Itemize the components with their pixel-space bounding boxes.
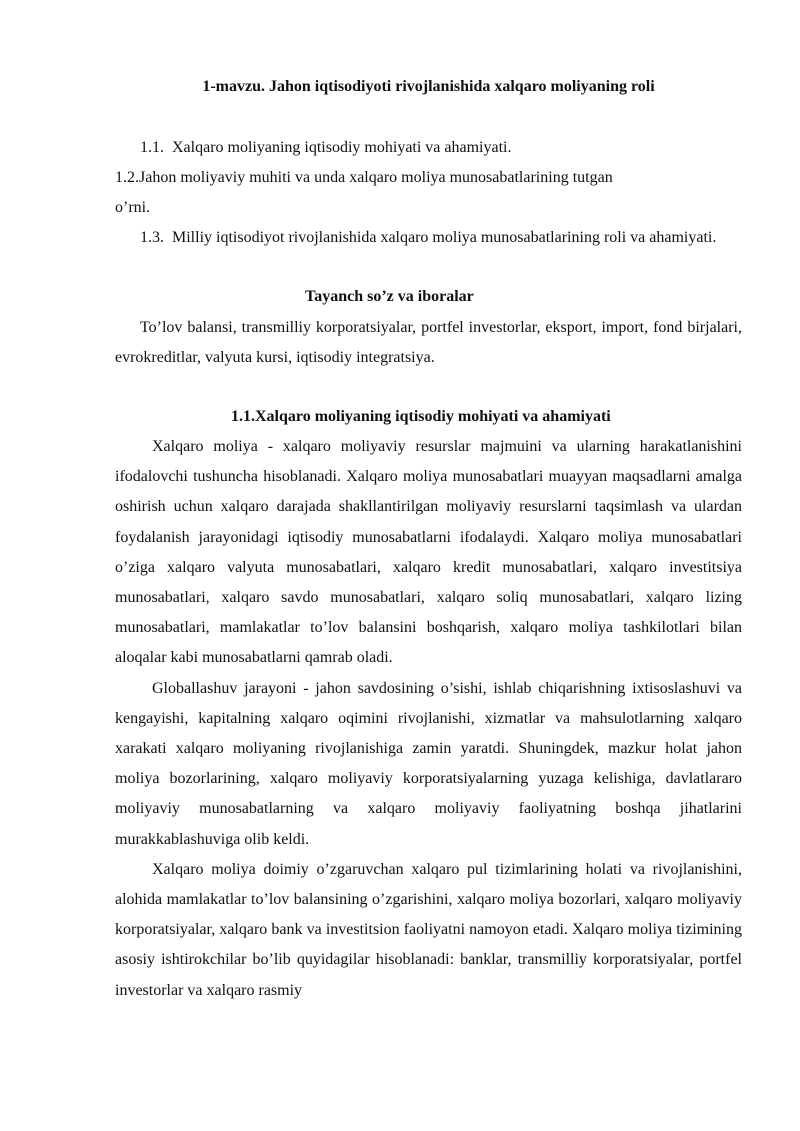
document-title: 1-mavzu. Jahon iqtisodiyoti rivojlanishida xalqaro moliyaning roli xyxy=(202,78,655,95)
keywords-heading: Tayanch so’z va iboralar xyxy=(305,288,474,305)
toc-item-number: 1.1. xyxy=(140,139,164,156)
toc-item-1 xyxy=(115,133,742,163)
toc-item-text: Xalqaro moliyaning iqtisodiy mohiyati va ahamiyati. xyxy=(172,139,512,156)
toc-item-text: Milliy iqtisodiyot rivojlanishida xalqaro moliya munosabatlarining roli va ahamiyati. xyxy=(172,229,717,246)
toc-item-text: Jahon moliyaviy muhiti va unda xalqaro moliya munosabatlarining tutgan xyxy=(139,169,613,186)
toc-item-number: 1.2. xyxy=(115,169,139,186)
section-heading: 1.1.Xalqaro moliyaning iqtisodiy mohiyati va ahamiyati xyxy=(231,408,611,425)
paragraph: Globallashuv jarayoni - jahon savdosining o’sishi, ishlab chiqarishning ixtisoslashuvi va kengayishi, kapitalning xalqaro oqimini rivojlanishi, xizmatlar va mahsulotlarning xalqaro xarakati xalqaro moliyaning rivojlanishiga zamin yaratdi. Shuningdek, mazkur holat jahon moliya bozorlarining, xalqaro moliyaviy korporatsiyalarning yuzaga kelishiga, davlatlararo moliyaviy munosabatlarning va xalqaro moliyaviy faoliyatning boshqa jihatlarini murakkablashuviga olib keldi. xyxy=(115,679,742,848)
paragraph: Xalqaro moliya - xalqaro moliyaviy resurslar majmuini va ularning harakatlanishini ifodalovchi tushuncha hisoblanadi. Xalqaro moliya munosabatlari muayyan maqsadlarni amalga oshirish uchun xalqaro darajada shakllantirilgan moliyaviy resurslarni taqsimlash va ulardan foydalanish jarayonidagi iqtisodiy munosabatlarni ifodalaydi. Xalqaro moliya munosabatlari o’ziga xalqaro valyuta munosabatlari, xalqaro kredit munosabatlari, xalqaro investitsiya munosabatlari, xalqaro savdo munosabatlari, xalqaro soliq munosabatlari, xalqaro lizing munosabatlari, mamlakatlar to’lov balansini boshqarish, xalqaro moliya tashkilotlari bilan aloqalar kabi munosabatlarni qamrab oladi. xyxy=(115,438,742,667)
toc-item-2 xyxy=(115,163,742,223)
toc-item-number: 1.3. xyxy=(140,229,164,246)
toc-item-text-continuation: o’rni. xyxy=(115,199,151,216)
paragraph: Xalqaro moliya doimiy o’zgaruvchan xalqaro pul tizimlarining holati va rivojlanishini, alohida mamlakatlar to’lov balansining o’zgarishini, xalqaro moliya bozorlari, xalqaro moliyaviy korporatsiyalar, xalqaro bank va investitsion faoliyatni namoyon etadi. Xalqaro moliya tizimining asosiy ishtirokchilar bo’lib quyidagilar hisoblanadi: banklar, transmilliy korporatsiyalar, portfel investorlar va xalqaro rasmiy xyxy=(115,860,742,999)
keywords-paragraph: To’lov balansi, transmilliy korporatsiyalar, portfel investorlar, eksport, import, fond birjalari, evrokreditlar, valyuta kursi, iqtisodiy integratsiya. xyxy=(115,319,742,366)
toc-item-3 xyxy=(115,223,742,253)
body-text xyxy=(115,432,742,1006)
